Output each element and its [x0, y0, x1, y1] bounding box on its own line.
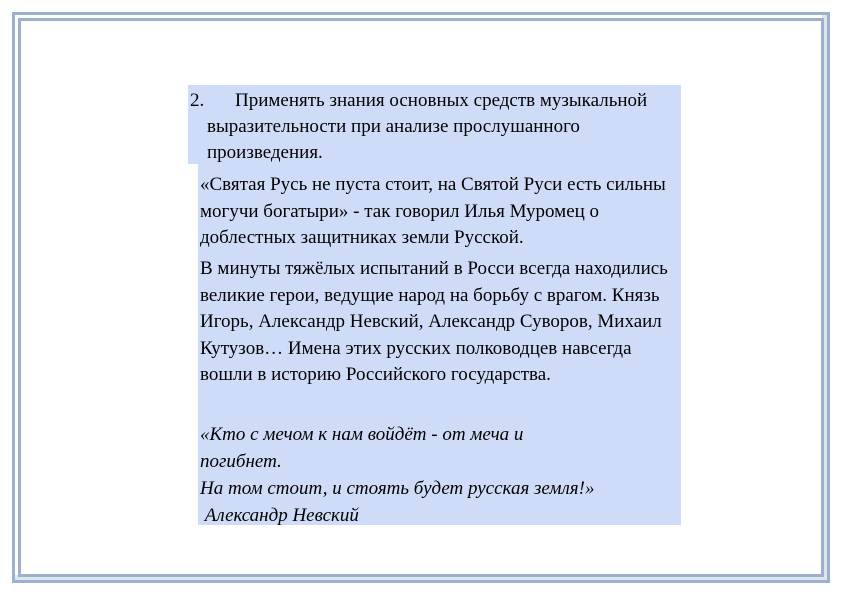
- nevsky-quote: [200, 421, 682, 529]
- paragraph-heroes: В минуты тяжёлых испытаний в Росси всегда находились великие герои, ведущие народ на борьбу с врагом. Князь Игорь, Александр Невский, Александр Суворов, Михаил Кутузов… Имена этих русских полководцев навсегда вошли в историю Российского государства.: [200, 258, 668, 385]
- heading-text: Применять знания основных средств музыкальной выразительности при анализе прослушанного произведения.: [207, 90, 648, 163]
- quote-author: Александр Невский: [200, 505, 359, 526]
- quote-line: На том стоит, и стоять будет русская земля!»: [200, 478, 595, 499]
- paragraph-bogatyri: «Святая Русь не пуста стоит, на Святой Руси есть сильны могучи богатыри» - так говорил Илья Муромец о доблестных защитниках земли Русской.: [200, 174, 666, 248]
- quote-line: погибнет.: [200, 451, 282, 472]
- quote-line: «Кто с мечом к нам войдёт - от меча и: [200, 424, 524, 445]
- heading-number: 2.: [190, 90, 205, 111]
